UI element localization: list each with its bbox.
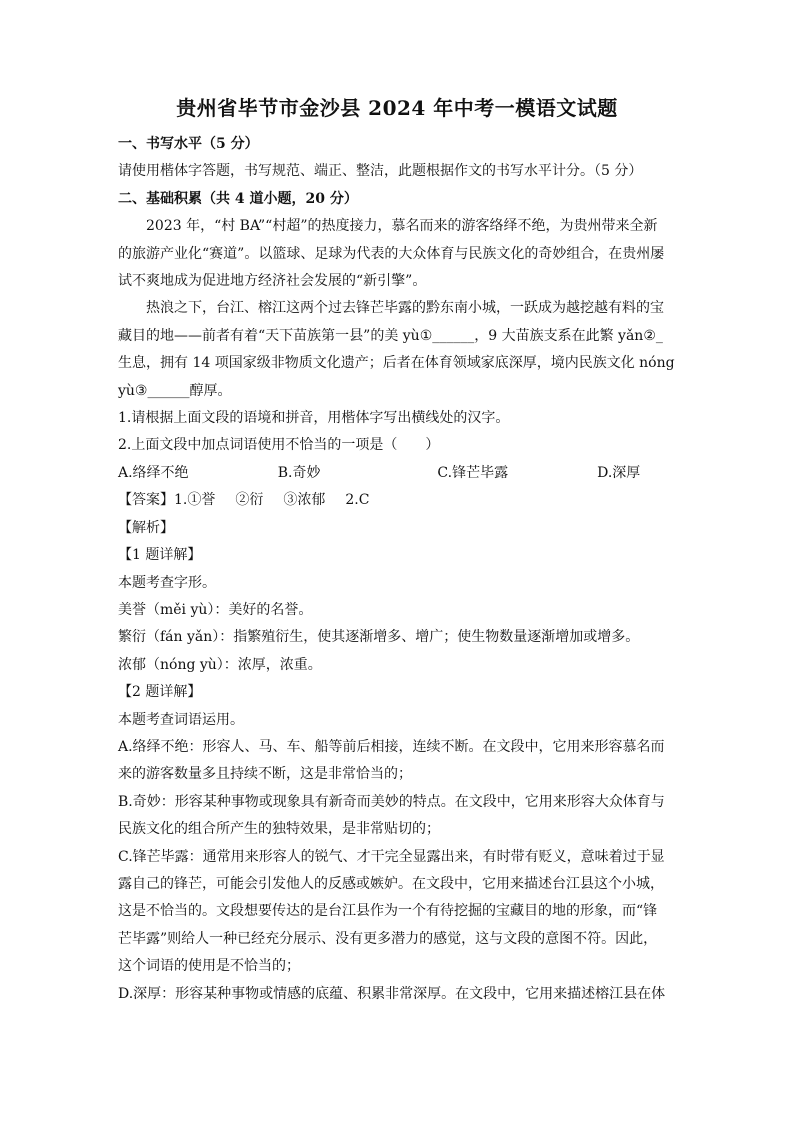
q2-detail-line: C.锋芒毕露：通常用来形容人的锐气、才干完全显露出来，有时带有贬义，意味着过于显 [118,848,665,865]
answer-line [118,487,676,514]
passage-paragraph-2-line: 生息，拥有 14 项国家级非物质文化遗产；后者在体育领域家底深厚，境内民族文化 nóng [118,355,675,372]
section-2-heading: 二、基础积累（共 4 道小题，20 分） [118,190,358,207]
passage-paragraph-2-line: 藏目的地——前者有着“天下苗族第一县”的美 yù①______，9 大苗族支系在此繁 yǎn②_ [118,327,663,344]
section-1-text: 请使用楷体字答题，书写规范、端正、整洁，此题根据作文的书写水平计分。（5 分） [118,163,643,180]
passage-paragraph-1-line: 试不爽地成为促进地方经济社会发展的“新引擎”。 [118,273,427,290]
q1-detail-line: 本题考查字形。 [118,574,216,591]
q1-detail-label: 【1 题详解】 [118,547,202,564]
section-1-heading: 一、书写水平（5 分） [118,136,259,152]
option-b: B.奇妙 [277,464,321,481]
q2-detail-line: 来的游客数量多且持续不断，这是非常恰当的； [118,766,412,783]
passage-paragraph-1-line: 的旅游产业化“赛道”。以篮球、足球为代表的大众体育与民族文化的奇妙组合，在贵州屡 [118,245,665,262]
option-a: A.络绎不绝 [118,464,189,481]
answer-part: 2.C [345,492,370,509]
answer-label: 【答案】 [118,492,174,509]
q2-detail-line: 这个词语的使用是不恰当的； [118,958,300,975]
q2-detail-line: 民族文化的组合所产生的独特效果，是非常贴切的； [118,821,440,838]
q2-detail-line: A.络绎不绝：形容人、马、车、船等前后相接，连续不断。在文段中，它用来形容慕名而 [118,738,665,755]
q2-detail-label: 【2 题详解】 [118,684,202,701]
option-d: D.深厚 [597,464,641,481]
q2-detail-line: D.深厚：形容某种事物或情感的底蕴、积累非常深厚。在文段中，它用来描述榕江县在体 [118,985,666,1002]
q2-detail-line: B.奇妙：形容某种事物或现象具有新奇而美妙的特点。在文段中，它用来形容大众体育与 [118,793,665,810]
q2-detail-line: 本题考查词语运用。 [118,711,244,728]
passage-paragraph-2-line: 热浪之下，台江、榕江这两个过去锋芒毕露的黔东南小城，一跃成为越挖越有料的宝 [146,300,664,317]
answer-part: ③浓郁 [283,492,326,509]
q1-detail-line: 美誉（měi yù）：美好的名誉。 [118,601,313,618]
question-2-options [118,460,676,487]
q2-detail-line: 芒毕露”则给人一种已经充分展示、没有更多潜力的感觉，这与文段的意图不符。因此， [118,930,658,947]
question-1: 1.请根据上面文段的语境和拼音，用楷体字写出横线处的汉字。 [118,410,510,427]
q2-detail-line: 露自己的锋芒，可能会引发他人的反感或嫉妒。在文段中，它用来描述台江县这个小城， [118,875,664,892]
passage-paragraph-1-line: 2023 年，“村 BA”“村超”的热度接力，慕名而来的游客络绎不绝，为贵州带来全新 [146,218,658,235]
passage-paragraph-2-line: yù③______醇厚。 [118,382,232,399]
q1-detail-line: 浓郁（nóng yù）：浓厚，浓重。 [118,656,322,673]
analysis-label: 【解析】 [118,519,174,536]
page-title: 贵州省毕节市金沙县 2024 年中考一模语文试题 [176,96,618,120]
answer-part: 1.①誉 [174,492,216,509]
question-2: 2.上面文段中加点词语使用不恰当的一项是（ ） [118,437,440,454]
answer-part: ②衍 [235,492,264,509]
q2-detail-line: 这是不恰当的。文段想要传达的是台江县作为一个有待挖掘的宝藏目的地的形象，而“锋 [118,903,658,920]
q1-detail-line: 繁衍（fán yǎn）：指繁殖衍生，使其逐渐增多、增广；使生物数量逐渐增加或增多。 [118,629,640,646]
option-c: C.锋芒毕露 [437,464,509,481]
